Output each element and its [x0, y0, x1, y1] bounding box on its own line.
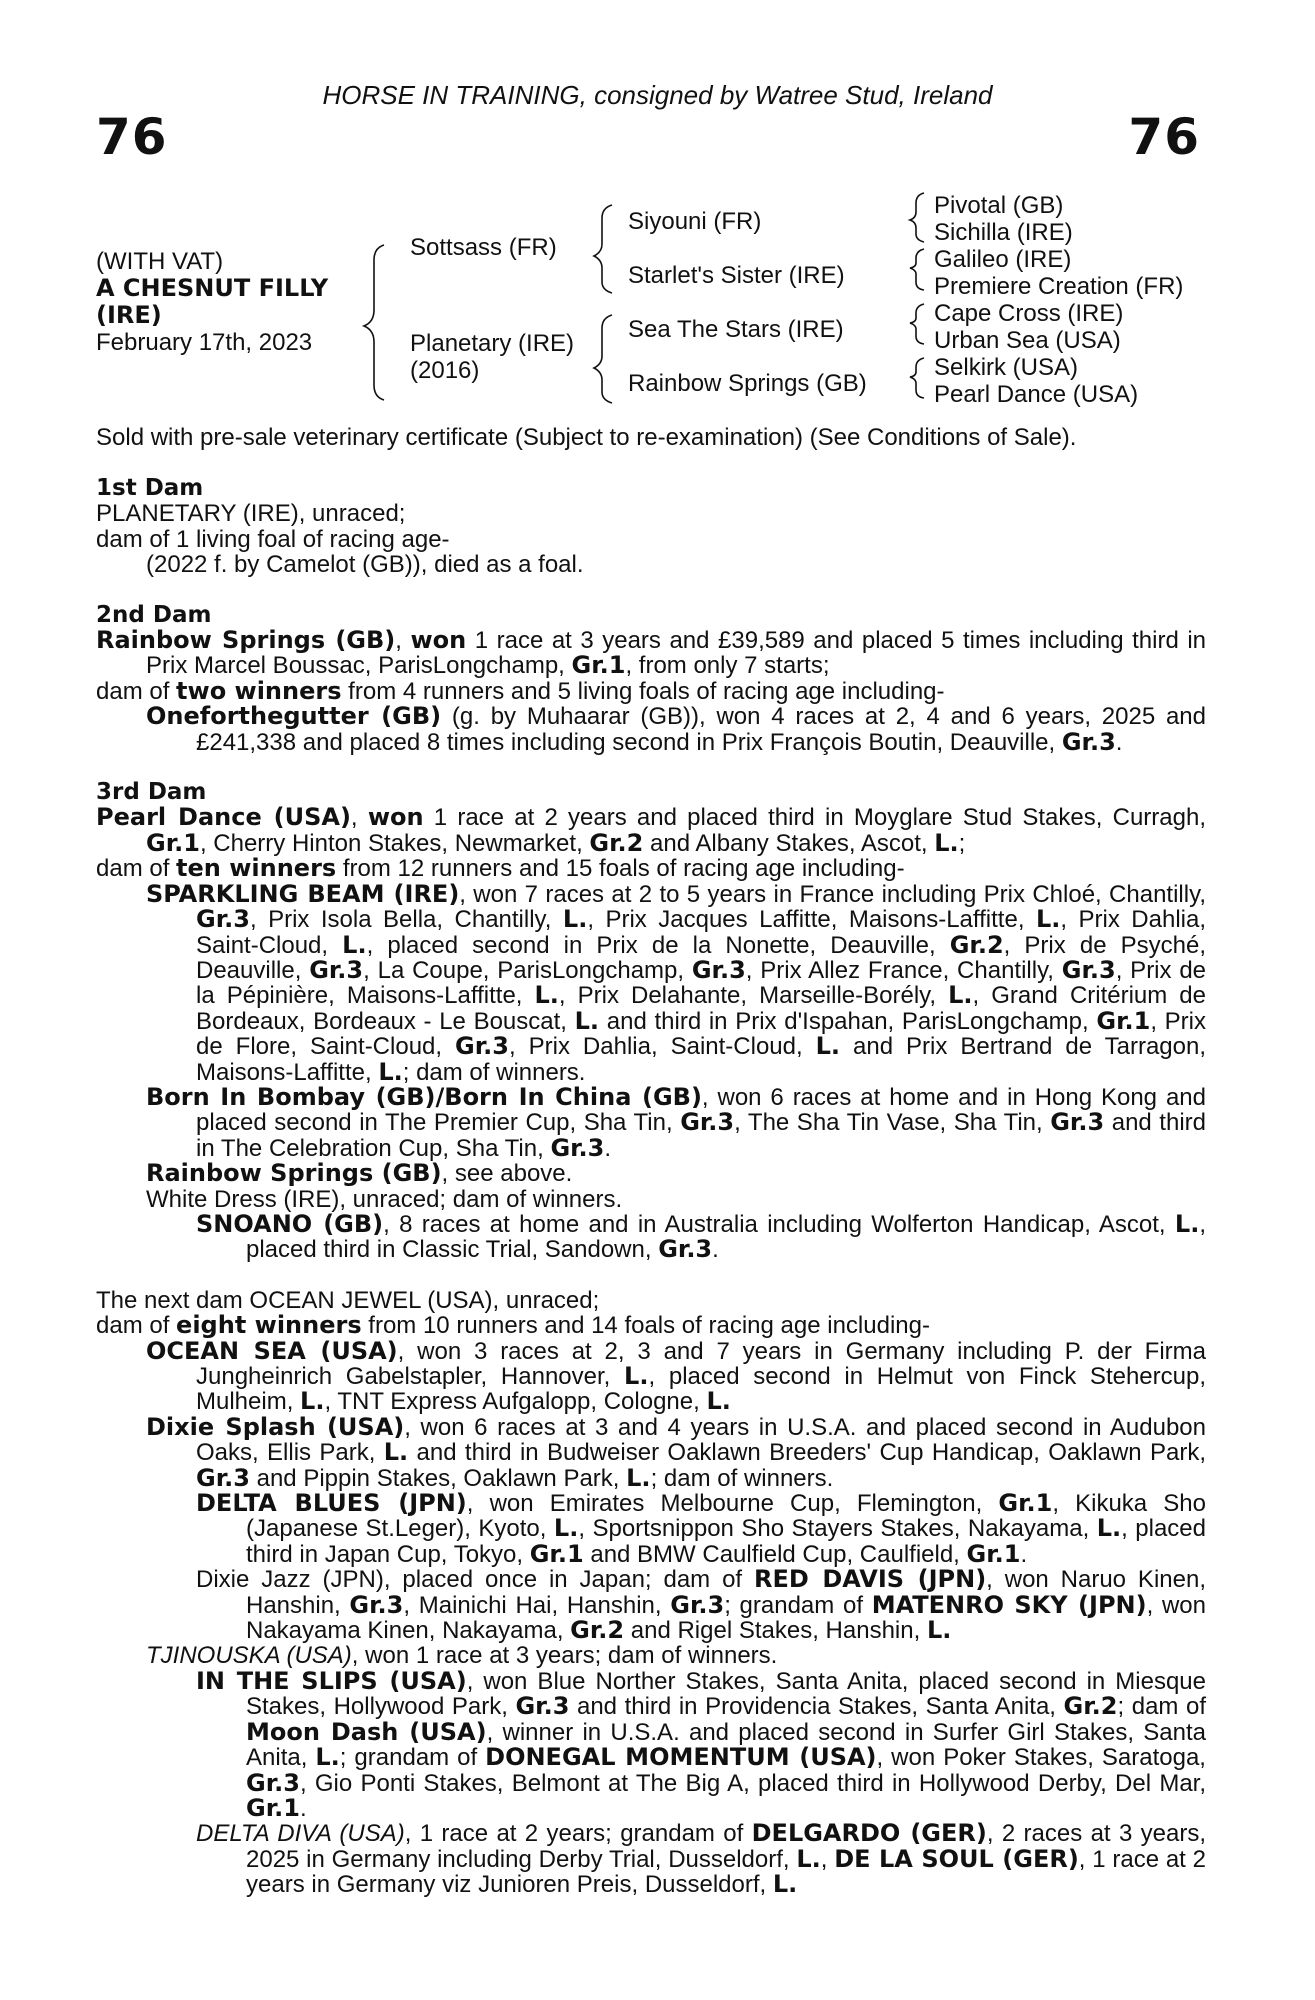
next-dam-grandfoal-delta-blues: DELTA BLUES (JPN), won Emirates Melbourne Cup, Flemington, Gr.1, Kikuka Sho (Japanese St.Leger), Kyoto, L., Sportsnippon Sho Stayers Stakes, Nakayama, L., placed third in Japan Cup, Tokyo, Gr.1 and BMW Caulfield Cup, Caulfield, Gr.1.: [196, 1489, 1206, 1568]
brace-gs4: [910, 358, 924, 398]
third-dam-foal-rainbow-springs: Rainbow Springs (GB), see above.: [146, 1159, 573, 1188]
next-dam-foal-dixie-splash: Dixie Splash (USA), won 6 races at 3 and 4 years in U.S.A. and placed second in Audubon Oaks, Ellis Park, L. and third in Budweiser Oaklawn Breeders' Cup Handicap, Oaklawn Park, Gr.3 and Pippin Stakes, Oaklawn Park, L.; dam of winners.: [146, 1412, 1207, 1492]
second-dam-entry: Rainbow Springs (GB), won 1 race at 3 years and £39,589 and placed 5 times including third in Prix Marcel Boussac, ParisLongchamp, Gr.1, from only 7 starts;: [96, 626, 1207, 680]
pedigree-dam-year: (2016): [410, 357, 480, 384]
header-title: HORSE IN TRAINING, consigned by Watree Stud, Ireland: [322, 80, 993, 110]
brace-subject: [364, 245, 384, 400]
subject-name: A CHESNUT FILLY: [96, 274, 329, 302]
third-dam-entry: Pearl Dance (USA), won 1 race at 2 years and placed third in Moyglare Stud Stakes, Curragh, Gr.1, Cherry Hinton Stakes, Newmarket, Gr.2 and Albany Stakes, Ascot, L.;: [96, 803, 1207, 857]
pedigree-ggs-4: Premiere Creation (FR): [934, 273, 1184, 300]
next-dam-line: The next dam OCEAN JEWEL (USA), unraced;: [96, 1286, 600, 1314]
pedigree-ggs-8: Pearl Dance (USA): [934, 381, 1139, 408]
pedigree-gs3: Sea The Stars (IRE): [628, 316, 844, 343]
next-dam-grandfoal-dixie-jazz: Dixie Jazz (JPN), placed once in Japan; dam of RED DAVIS (JPN), won Naruo Kinen, Hanshin, Gr.3, Mainichi Hai, Hanshin, Gr.3; grandam of MATENRO SKY (JPN), won Nakayama Kinen, Nakayama, Gr.2 and Rigel Stakes, Hanshin, L.: [196, 1565, 1206, 1645]
first-dam-title: 1st Dam: [96, 475, 204, 501]
second-dam-title: 2nd Dam: [96, 601, 212, 628]
next-dam-grandfoal-in-the-slips: IN THE SLIPS (USA), won Blue Norther Stakes, Santa Anita, placed second in Miesque Stakes, Hollywood Park, Gr.3 and third in Providencia Stakes, Santa Anita, Gr.2; dam of Moon Dash (USA), winner in U.S.A. and placed second in Surfer Girl Stakes, Santa Anita, L.; grandam of DONEGAL MOMENTUM (USA), won Poker Stakes, Saratoga, Gr.3, Gio Ponti Stakes, Belmont at The Big A, placed third in Hollywood Derby, Del Mar, Gr.1.: [196, 1666, 1207, 1822]
catalogue-body: [96, 476, 1206, 1898]
vat-label: (WITH VAT): [96, 248, 224, 275]
third-dam-grandfoal-snoano: SNOANO (GB), 8 races at home and in Australia including Wolferton Handicap, Ascot, L., placed third in Classic Trial, Sandown, Gr.3.: [196, 1209, 1207, 1264]
second-dam-foal-oneforthegutter: Oneforthegutter (GB) (g. by Muhaarar (GB)), won 4 races at 2, 4 and 6 years, 2025 and £241,338 and placed 8 times including second in Prix François Boutin, Deauville, Gr.3.: [146, 702, 1207, 756]
third-dam-heading: 3rd Dam: [96, 779, 207, 806]
lot-number-left: 76: [96, 108, 168, 166]
pedigree-gs1: Siyouni (FR): [628, 208, 762, 235]
brace-dam: [594, 315, 612, 403]
third-dam-foal-born-in-bombay: Born In Bombay (GB)/Born In China (GB), won 6 races at home and in Hong Kong and placed second in The Premier Cup, Sha Tin, Gr.3, The Sha Tin Vase, Sha Tin, Gr.3 and third in The Celebration Cup, Sha Tin, Gr.3.: [146, 1082, 1206, 1162]
foaled-date: February 17th, 2023: [96, 329, 313, 356]
pedigree-gs4: Rainbow Springs (GB): [628, 370, 867, 397]
pedigree-dam: Planetary (IRE): [410, 330, 575, 357]
third-dam-foal-white-dress: White Dress (IRE), unraced; dam of winners.: [146, 1185, 623, 1213]
brace-gs1: [910, 193, 924, 242]
vet-certificate-note: Sold with pre-sale veterinary certificate (Subject to re-examination) (See Conditions of Sale).: [96, 424, 1077, 451]
pedigree-ggs-5: Cape Cross (IRE): [934, 300, 1124, 327]
pedigree-gs2: Starlet's Sister (IRE): [628, 262, 845, 289]
pedigree-ggs-2: Sichilla (IRE): [934, 219, 1073, 246]
pedigree-ggs-1: Pivotal (GB): [934, 192, 1064, 219]
first-dam-line: PLANETARY (IRE), unraced;: [96, 500, 406, 528]
brace-gs3: [910, 304, 924, 344]
second-dam-produce: dam of two winners from 4 runners and 5 living foals of racing age including-: [96, 676, 945, 705]
next-dam-foal-tjinouska: TJINOUSKA (USA), won 1 race at 3 years; dam of winners.: [146, 1642, 778, 1670]
subject-name-country: (IRE): [96, 301, 162, 329]
first-dam-produce: dam of 1 living foal of racing age-: [96, 525, 450, 553]
lot-number-right: 76: [1128, 108, 1200, 166]
brace-sire: [594, 205, 612, 293]
pedigree-ggs-3: Galileo (IRE): [934, 246, 1072, 273]
third-dam-foal-sparkling-beam: SPARKLING BEAM (IRE), won 7 races at 2 to 5 years in France including Prix Chloé, Chantilly, Gr.3, Prix Isola Bella, Chantilly, L., Prix Jacques Laffitte, Maisons-Laffitte, L., Prix Dahlia, Saint-Cloud, L., placed second in Prix de la Nonette, Deauville, Gr.2, Prix de Psyché, Deauville, Gr.3, La Coupe, ParisLongchamp, Gr.3, Prix Allez France, Chantilly, Gr.3, Prix de la Pépinière, Maisons-Laffitte, L., Prix Delahante, Marseille-Borély, L., Grand Critérium de Bordeaux, Bordeaux - Le Bouscat, L. and third in Prix d'Ispahan, ParisLongchamp, Gr.1, Prix de Flore, Saint-Cloud, Gr.3, Prix Dahlia, Saint-Cloud, L. and Prix Bertrand de Tarragon, Maisons-Laffitte, L.; dam of winners.: [146, 879, 1207, 1086]
next-dam-produce: dam of eight winners from 10 runners and 14 foals of racing age including-: [96, 1311, 930, 1340]
next-dam-foal-ocean-sea: OCEAN SEA (USA), won 3 races at 2, 3 and 7 years in Germany including P. der Firma Jungheinrich Gabelstapler, Hannover, L., placed second in Helmut von Finck Stehercup, Mulheim, L., TNT Express Aufgalopp, Cologne, L.: [146, 1336, 1207, 1416]
pedigree-sire: Sottsass (FR): [410, 234, 557, 261]
first-dam-foal: (2022 f. by Camelot (GB)), died as a foal.: [146, 551, 584, 579]
next-dam-grandfoal-delta-diva: DELTA DIVA (USA), 1 race at 2 years; grandam of DELGARDO (GER), 2 races at 3 years, 2025 in Germany including Derby Trial, Dusseldorf, L., DE LA SOUL (GER), 1 race at 2 years in Germany viz Junioren Preis, Dusseldorf, L.: [196, 1819, 1206, 1899]
pedigree-ggs-6: Urban Sea (USA): [934, 327, 1121, 354]
third-dam-produce: dam of ten winners from 12 runners and 15 foals of racing age including-: [96, 854, 905, 883]
pedigree-ggs-7: Selkirk (USA): [934, 354, 1079, 381]
brace-gs2: [910, 249, 924, 290]
